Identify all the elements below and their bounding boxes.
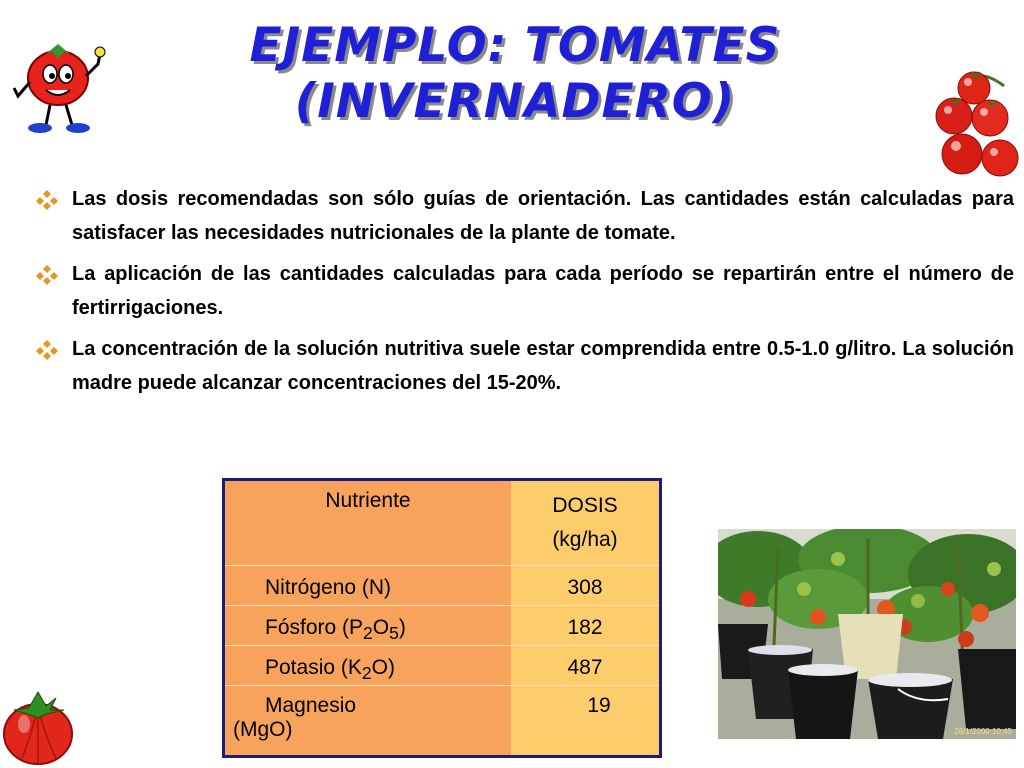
slide-title <box>130 18 900 130</box>
nutrient-name <box>225 685 511 755</box>
table-row <box>225 565 659 605</box>
tomato-mascot-icon <box>8 30 108 140</box>
subscript: 2 <box>363 622 373 643</box>
nutrient-name-part: Magnesio <box>265 693 357 717</box>
nutrient-value: 487 <box>511 645 659 685</box>
diamond-bullet-icon <box>36 189 58 211</box>
nutrient-name <box>225 605 511 645</box>
tomato-icon <box>0 688 80 768</box>
header-dose <box>511 481 659 565</box>
table-header-row <box>225 481 659 565</box>
nutrient-name-part: O <box>372 615 390 639</box>
nutrient-name-part: (MgO) <box>233 717 293 741</box>
bullet-item <box>36 182 1014 250</box>
bullet-item <box>36 332 1014 400</box>
table-row <box>225 645 659 685</box>
table-row <box>225 605 659 645</box>
subscript: 2 <box>361 662 372 683</box>
bullet-text: La concentración de la solución nutritiva suele estar comprendida entre 0.5-1.0 g/litro. La solución madre puede alcanzar concentraciones del 15-20%. <box>72 338 1014 394</box>
header-dose-unit: (kg/ha) <box>552 528 618 551</box>
diamond-bullet-icon <box>36 339 58 361</box>
nutrient-value: 19 <box>511 685 659 755</box>
nutrient-name-part: Potasio (K <box>265 655 362 679</box>
diamond-bullet-icon <box>36 264 58 286</box>
tomato-cluster-icon <box>924 66 1024 186</box>
header-dose-label: DOSIS <box>552 494 618 517</box>
nutrient-value: 182 <box>511 605 659 645</box>
bullet-text: La aplicación de las cantidades calculadas para cada período se repartirán entre el número de fertirrigaciones. <box>72 263 1014 319</box>
nutrient-name-part: O) <box>371 655 395 679</box>
nutrient-name <box>225 645 511 685</box>
subscript: 5 <box>389 622 399 643</box>
title-line-1: EJEMPLO: TOMATES <box>249 18 781 73</box>
nutrient-name-part: ) <box>398 615 406 639</box>
photo-timestamp: 26/1/2000 10:45 <box>954 727 1012 736</box>
nutrient-value: 308 <box>511 565 659 605</box>
greenhouse-tomato-photo <box>718 529 1016 739</box>
bullet-list <box>36 182 1014 407</box>
nutrient-name-part: Fósforo (P <box>265 615 364 639</box>
table-row <box>225 685 659 755</box>
bullet-item <box>36 257 1014 325</box>
nutrient-table <box>222 478 662 758</box>
title-line-2: (INVERNADERO) <box>294 74 736 129</box>
header-nutrient: Nutriente <box>225 481 511 565</box>
bullet-text: Las dosis recomendadas son sólo guías de orientación. Las cantidades están calculadas para satisfacer las necesidades nutricionales de la plante de tomate. <box>72 188 1014 244</box>
nutrient-name: Nitrógeno (N) <box>225 565 511 605</box>
